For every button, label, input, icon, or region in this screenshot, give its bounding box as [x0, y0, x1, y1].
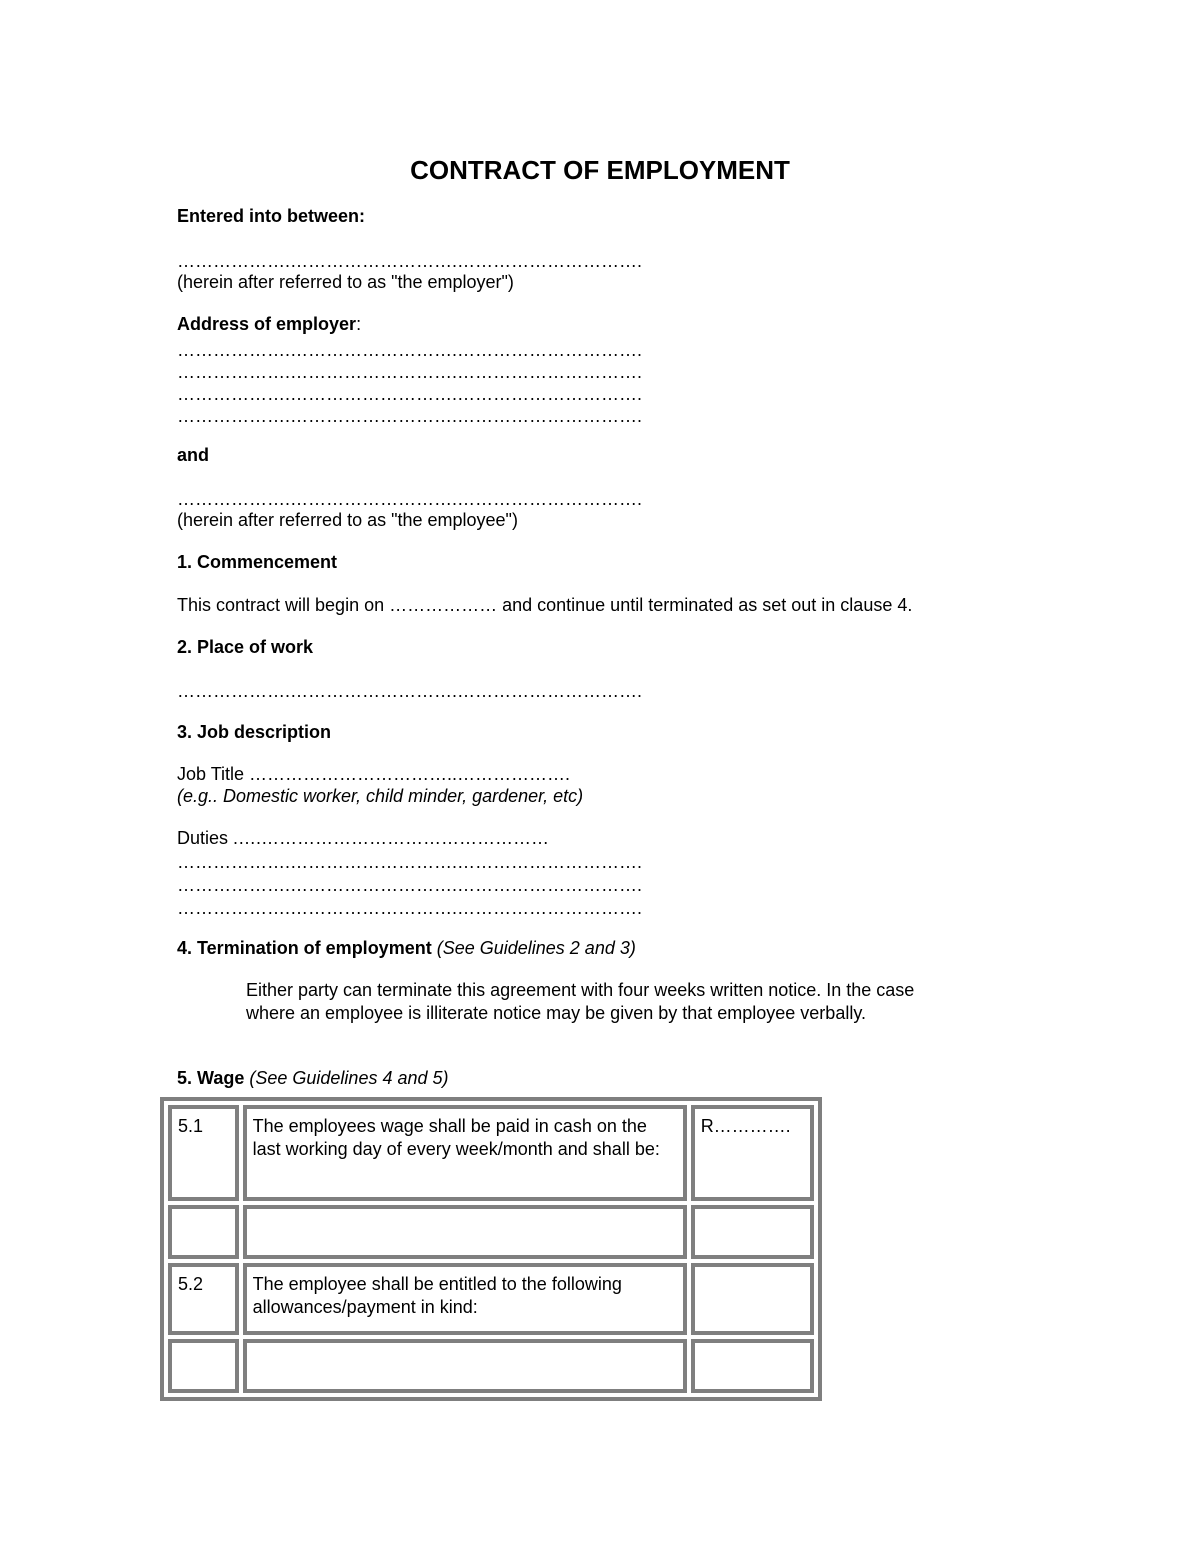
- clause-text-cell: [243, 1339, 687, 1393]
- termination-text: Either party can terminate this agreement with four weeks written notice. In the case where an employee is illiterate notice may be given by that employee verbally.: [246, 980, 915, 1023]
- wage-table: [160, 1097, 822, 1401]
- clause-text-cell: The employees wage shall be paid in cash on the last working day of every week/month and shall be:: [243, 1105, 687, 1201]
- wage-heading: 5. Wage: [177, 1068, 245, 1088]
- termination-guideline-ref: (See Guidelines 2 and 3): [436, 938, 636, 958]
- wage-guideline-ref: (See Guidelines 4 and 5): [249, 1068, 449, 1088]
- duties-blank-line: ……………….……………………….………………………….: [177, 898, 643, 918]
- address-blank-line: ……………….……………………….………………………….: [177, 406, 643, 426]
- amount-cell: [691, 1205, 814, 1259]
- document-title: CONTRACT OF EMPLOYMENT: [410, 155, 790, 185]
- and-label: and: [177, 445, 210, 465]
- amount-cell: [691, 1339, 814, 1393]
- clause-number-cell: 5.2: [168, 1263, 239, 1335]
- entered-into-label: Entered into between:: [177, 206, 366, 226]
- table-row: [168, 1263, 814, 1335]
- duties-line: Duties .….…………………………………………: [177, 828, 550, 848]
- address-blank-line: ……………….……………………….………………………….: [177, 362, 643, 382]
- commencement-text: This contract will begin on ……………… and continue until terminated as set out in clause 4.: [177, 595, 913, 615]
- wage-heading-line: [177, 1067, 449, 1090]
- employee-reference: (herein after referred to as "the employee"): [177, 510, 518, 530]
- place-of-work-heading: 2. Place of work: [177, 637, 314, 657]
- address-blank-line: ……………….……………………….………………………….: [177, 340, 643, 360]
- table-row: [168, 1105, 814, 1201]
- employer-reference: (herein after referred to as "the employer"): [177, 272, 514, 292]
- amount-cell: R………….: [691, 1105, 814, 1201]
- address-label-text: Address of employer: [177, 314, 357, 334]
- address-of-employer-label: [177, 313, 361, 336]
- clause-text-cell: [243, 1205, 687, 1259]
- address-label-colon: :: [356, 314, 362, 334]
- job-title-line: Job Title ……………………………..……………….: [177, 764, 571, 784]
- clause-text-cell: The employee shall be entitled to the following allowances/payment in kind:: [243, 1263, 687, 1335]
- commencement-heading: 1. Commencement: [177, 552, 338, 572]
- termination-heading-line: [177, 937, 636, 960]
- clause-number-cell: 5.1: [168, 1105, 239, 1201]
- employer-name-blank: ……………….……………………….………………………….: [177, 251, 643, 271]
- job-title-example: (e.g.. Domestic worker, child minder, gardener, etc): [177, 786, 584, 806]
- employee-name-blank: ……………….……………………….………………………….: [177, 489, 643, 509]
- place-of-work-blank: ……………….……………………….………………………….: [177, 681, 643, 701]
- amount-cell: [691, 1263, 814, 1335]
- clause-number-cell: [168, 1205, 239, 1259]
- address-blank-line: ……………….……………………….………………………….: [177, 384, 643, 404]
- clause-number-cell: [168, 1339, 239, 1393]
- termination-heading: 4. Termination of employment: [177, 938, 432, 958]
- duties-blank-line: ……………….……………………….………………………….: [177, 875, 643, 895]
- duties-blank-line: ……………….……………………….………………………….: [177, 852, 643, 872]
- job-description-heading: 3. Job description: [177, 722, 332, 742]
- table-row: [168, 1339, 814, 1393]
- table-row: [168, 1205, 814, 1259]
